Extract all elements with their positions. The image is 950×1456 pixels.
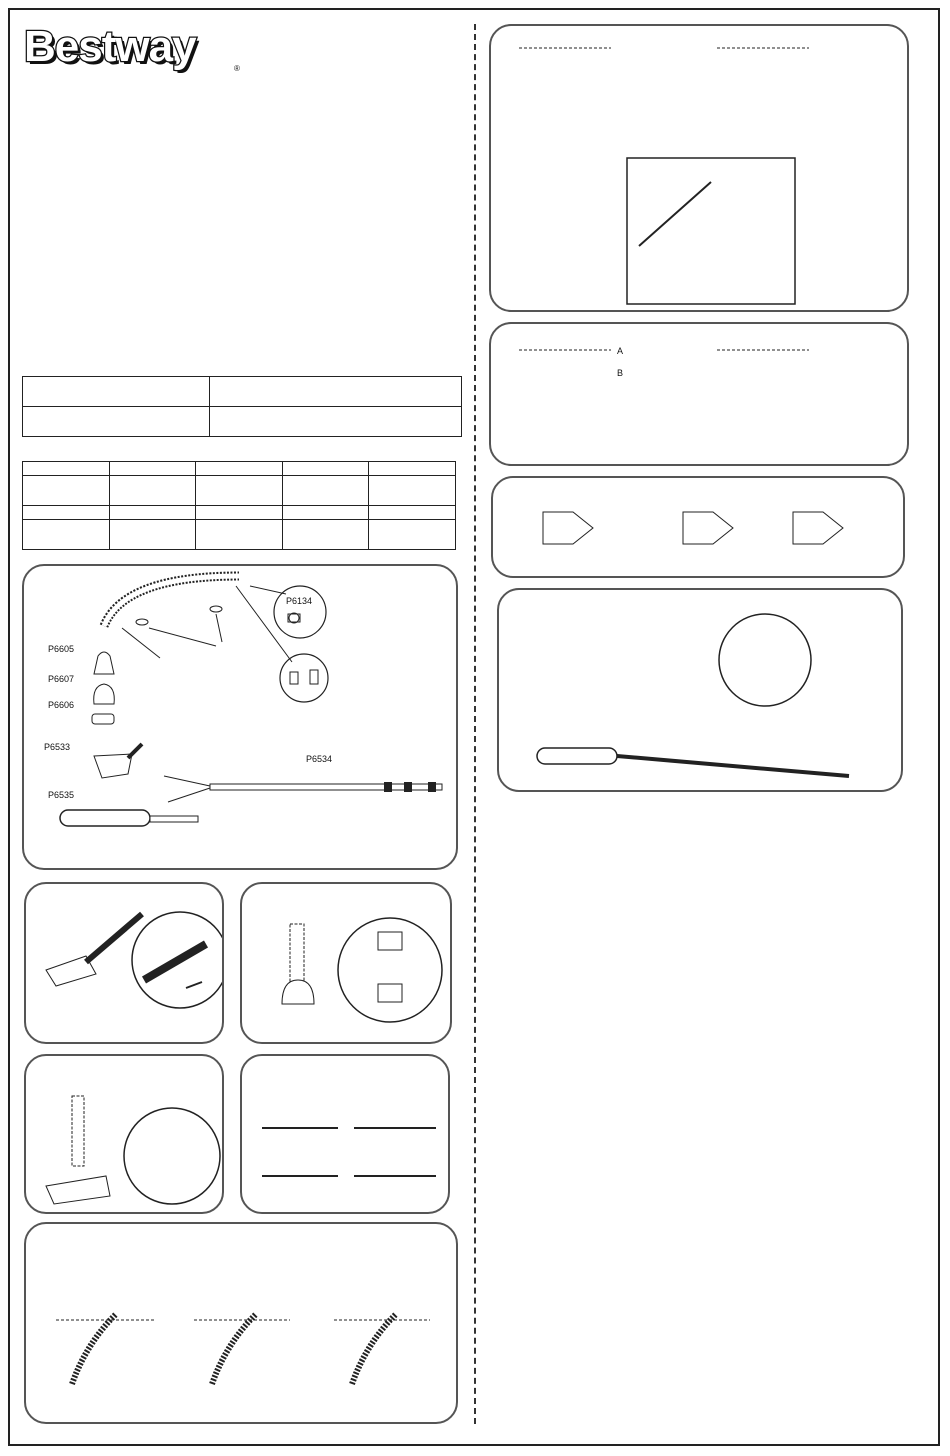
table-cell <box>109 476 196 506</box>
cap-drawing <box>92 714 114 724</box>
step-attach-cover-illustration <box>242 884 452 1044</box>
step-pool-connection-illustration <box>491 26 909 312</box>
table-cell <box>196 462 283 476</box>
table-cell <box>369 506 456 520</box>
table-cell <box>23 476 110 506</box>
part-label-p6535: P6535 <box>48 790 75 800</box>
connection-marker-b: B <box>617 368 624 378</box>
connection-marker-a: A <box>617 346 624 356</box>
table-cell <box>23 506 110 520</box>
table-cell <box>369 476 456 506</box>
step-attach-pole-illustration <box>26 884 224 1044</box>
table-cell <box>23 377 210 407</box>
step-attach-pole-panel <box>24 882 224 1044</box>
step-attach-head-panel <box>24 1054 224 1214</box>
table-cell <box>109 462 196 476</box>
filter-bag-drawing <box>94 684 115 704</box>
part-label-p6607: P6607 <box>48 674 75 684</box>
table-cell <box>196 476 283 506</box>
step-extend-pole-illustration <box>242 1056 450 1214</box>
step-attach-head-illustration <box>26 1056 224 1214</box>
table-cell <box>210 377 462 407</box>
table-cell <box>282 462 369 476</box>
step-pump-connection-panel <box>489 322 909 466</box>
step-extend-pole-panel <box>240 1054 450 1214</box>
table-cell <box>196 506 283 520</box>
step-clean-bag-illustration <box>493 478 905 578</box>
table-cell <box>282 520 369 550</box>
step-skimmer-pole-panel <box>497 588 903 792</box>
registered-mark: ® <box>234 64 240 73</box>
part-label-p6606: P6606 <box>48 700 75 710</box>
table-cell <box>23 462 110 476</box>
table-cell <box>23 407 210 437</box>
table-cell <box>282 476 369 506</box>
brand-logo: Bestway <box>24 22 196 71</box>
step-pump-connection-illustration <box>491 324 909 466</box>
fitting-adapter-drawing <box>290 670 318 684</box>
detail-circle <box>124 1108 220 1204</box>
table-cell <box>23 520 110 550</box>
hose-clip-drawing <box>136 606 222 625</box>
table-cell <box>282 506 369 520</box>
table-cell <box>109 520 196 550</box>
spec-table-top <box>22 376 462 437</box>
detail-circle <box>280 654 328 702</box>
detail-circle <box>274 586 326 638</box>
arrow-icon <box>186 982 202 988</box>
page-divider <box>474 24 476 1424</box>
table-cell <box>196 520 283 550</box>
step-pool-connection-panel <box>489 24 909 312</box>
leaf-skimmer-drawing <box>60 810 150 826</box>
part-label-p6134: P6134 <box>286 596 313 606</box>
part-label-p6533: P6533 <box>44 742 71 752</box>
hose-fitting-drawing <box>288 613 300 623</box>
step-skimmer-pole-illustration <box>499 590 903 792</box>
step-fill-hose-illustration <box>26 1224 458 1424</box>
detail-circle <box>719 614 811 706</box>
vacuum-head-drawing <box>94 754 132 778</box>
table-cell <box>210 407 462 437</box>
step-fill-hose-panel <box>24 1222 458 1424</box>
spec-table-bottom <box>22 461 456 550</box>
step-attach-cover-panel <box>240 882 452 1044</box>
table-cell <box>369 520 456 550</box>
parts-diagram <box>24 566 458 870</box>
part-label-p6534: P6534 <box>306 754 333 764</box>
table-cell <box>369 462 456 476</box>
table-cell <box>109 506 196 520</box>
vacuum-cover-drawing <box>94 652 114 674</box>
parts-list-panel <box>22 564 458 870</box>
step-clean-bag-panel <box>491 476 905 578</box>
part-label-p6605: P6605 <box>48 644 75 654</box>
